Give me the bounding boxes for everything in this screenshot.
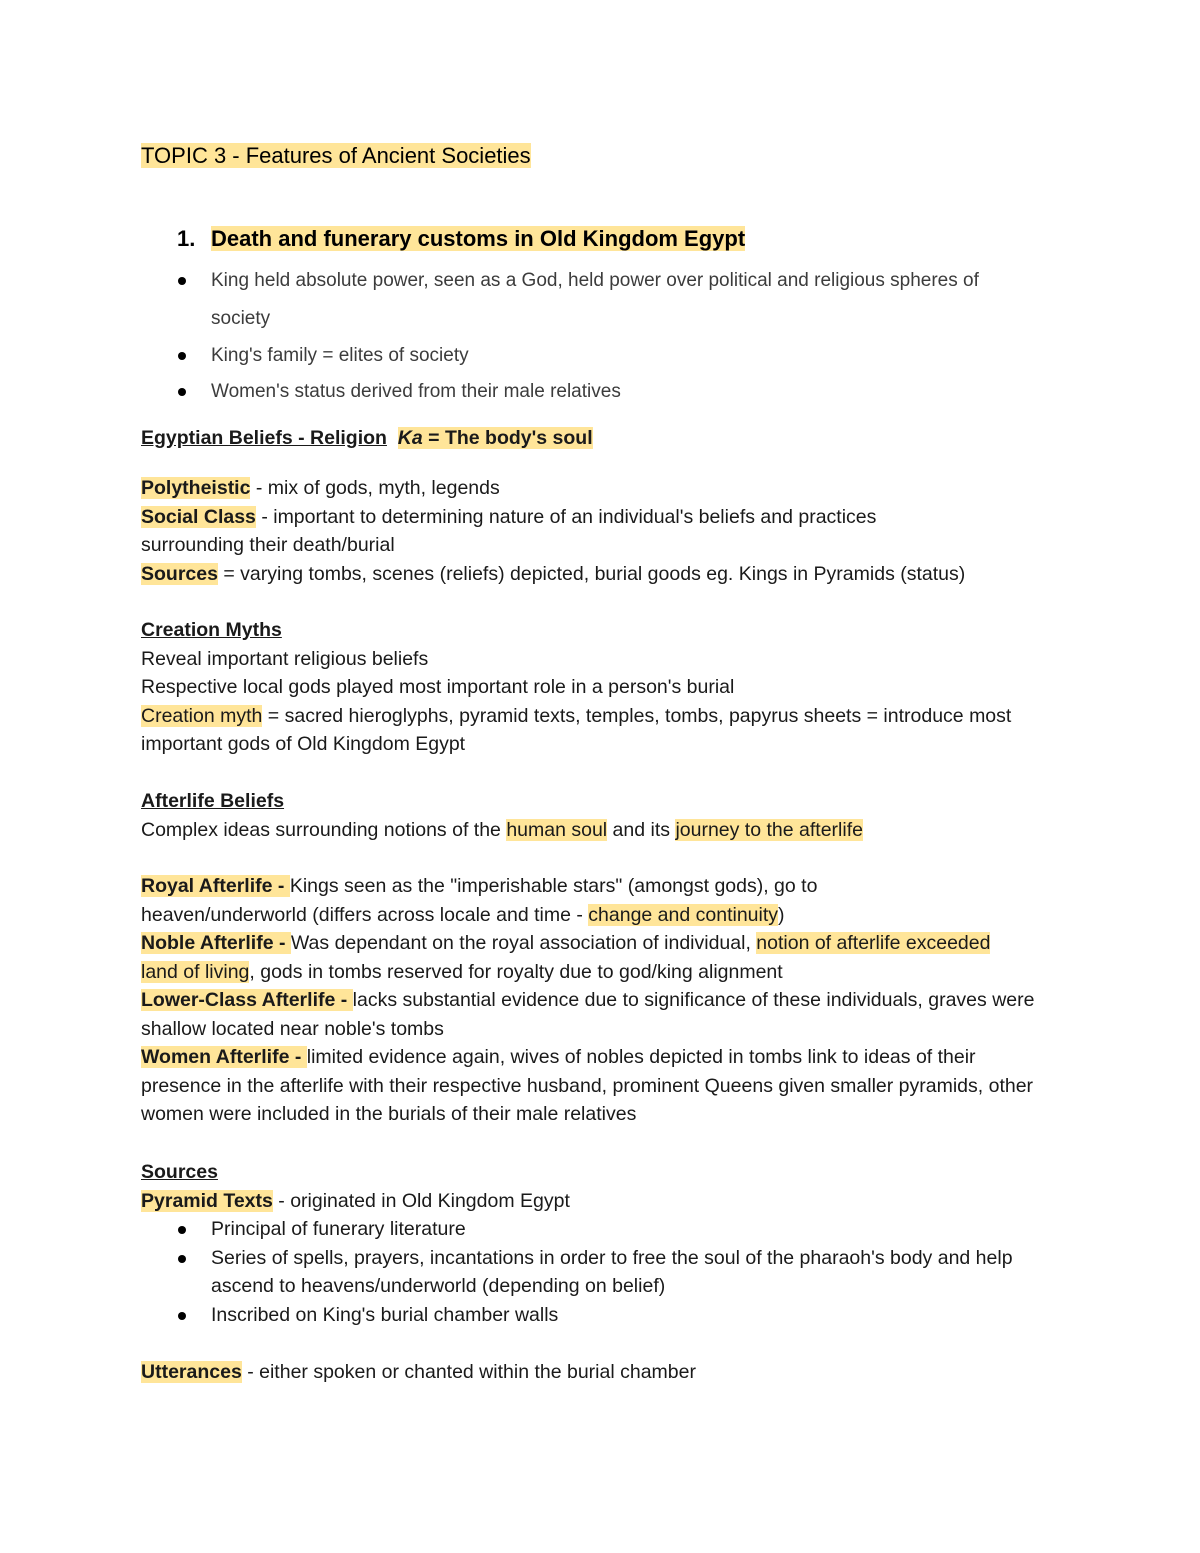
utterances-text: - either spoken or chanted within the burial chamber — [241, 1361, 696, 1383]
list-item: King held absolute power, seen as a God, held power over political and religious spheres of society — [141, 262, 991, 338]
sources-bullet-list — [141, 1215, 1061, 1329]
women-term: Women Afterlife - — [141, 1046, 307, 1068]
afterlife-types — [141, 872, 1041, 1129]
ka-definition — [398, 427, 593, 449]
noble-highlight: notion of afterlife exceeded land of living — [141, 932, 991, 983]
afterlife-type-lower — [141, 986, 1041, 1043]
utterances-term: Utterances — [141, 1361, 242, 1383]
royal-highlight: change and continuity — [588, 903, 779, 926]
pyramid-texts-term: Pyramid Texts — [141, 1189, 273, 1212]
noble-text: Was dependant on the royal association of individual, — [290, 932, 757, 954]
section-number: 1. — [177, 226, 196, 251]
belief-term: Sources — [141, 562, 218, 585]
section-heading-text: Death and funerary customs in Old Kingdom Egypt — [211, 226, 746, 251]
noble-term: Noble Afterlife - — [141, 932, 291, 954]
afterlife-section — [141, 787, 1066, 844]
beliefs-heading: Egyptian Beliefs - Religion — [141, 427, 387, 449]
list-item: Principal of funerary literature — [141, 1215, 1061, 1244]
creation-myth-text: = sacred hieroglyphs, pyramid texts, temples, tombs, papyrus sheets = introduce most important gods of Old Kingdom Egypt — [141, 704, 1012, 755]
list-item: Series of spells, prayers, incantations in order to free the soul of the pharaoh's body and help ascend to heavens/underworld (depending on belief) — [141, 1244, 1061, 1301]
ka-term: Ka — [397, 427, 423, 449]
ka-def: = The body's soul — [422, 427, 593, 449]
list-item: King's family = elites of society — [141, 338, 1041, 374]
belief-term: Social Class — [141, 505, 256, 528]
afterlife-highlight: journey to the afterlife — [675, 818, 863, 841]
women-text: limited evidence again, wives of nobles depicted in tombs link to ideas of their presence in the afterlife with their respective husband, prominent Queens given smaller pyramids, other women were included in the burials of their male relatives — [141, 1046, 1034, 1125]
creation-section — [141, 616, 1066, 759]
royal-text: Kings seen as the "imperishable stars" (amongst gods), go to heaven/underworld (differs across locale and time - — [141, 875, 818, 926]
section-bullet-list — [141, 262, 1041, 410]
noble-end: , gods in tombs reserved for royalty due to god/king alignment — [249, 960, 783, 983]
belief-item — [141, 474, 1066, 503]
creation-line: Respective local gods played most important role in a person's burial — [141, 676, 735, 698]
belief-term: Polytheistic — [141, 477, 251, 499]
creation-myth-term: Creation myth — [141, 704, 263, 727]
afterlife-text: Complex ideas surrounding notions of the — [141, 818, 507, 841]
creation-myth-item — [141, 702, 1061, 759]
lower-term: Lower-Class Afterlife - — [141, 989, 353, 1011]
lower-text: lacks substantial evidence due to significance of these individuals, graves were shallow located near noble's tombs — [141, 989, 1035, 1040]
pyramid-texts-text: - originated in Old Kingdom Egypt — [272, 1189, 570, 1212]
afterlife-text: and its — [607, 818, 676, 841]
afterlife-intro — [141, 816, 1066, 845]
belief-text: - mix of gods, myth, legends — [250, 477, 500, 499]
belief-text: = varying tombs, scenes (reliefs) depicted, burial goods eg. Kings in Pyramids (status) — [217, 562, 966, 585]
page-title-text: TOPIC 3 - Features of Ancient Societies — [141, 143, 531, 168]
afterlife-highlight: human soul — [506, 818, 608, 841]
sources-heading: Sources — [141, 1161, 218, 1183]
afterlife-type-noble — [141, 929, 1001, 986]
sources-section — [141, 1158, 1066, 1329]
afterlife-type-royal — [141, 872, 921, 929]
creation-heading: Creation Myths — [141, 619, 282, 641]
list-item: Inscribed on King's burial chamber walls — [141, 1301, 1061, 1330]
creation-line: Reveal important religious beliefs — [141, 647, 429, 670]
beliefs-heading-line — [141, 424, 1066, 453]
section-heading — [177, 224, 745, 254]
pyramid-texts-item — [141, 1187, 1066, 1216]
royal-term: Royal Afterlife - — [141, 875, 290, 897]
list-item: Women's status derived from their male relatives — [141, 374, 1041, 410]
afterlife-type-women — [141, 1043, 1041, 1129]
utterances-item — [141, 1358, 1066, 1387]
page-title — [141, 141, 531, 171]
belief-text: - important to determining nature of an individual's beliefs and practices surrounding their death/burial — [141, 505, 877, 556]
afterlife-heading: Afterlife Beliefs — [141, 790, 285, 812]
belief-item — [141, 503, 971, 560]
belief-item — [141, 560, 1066, 589]
royal-end: ) — [778, 903, 785, 926]
beliefs-items — [141, 474, 1066, 588]
